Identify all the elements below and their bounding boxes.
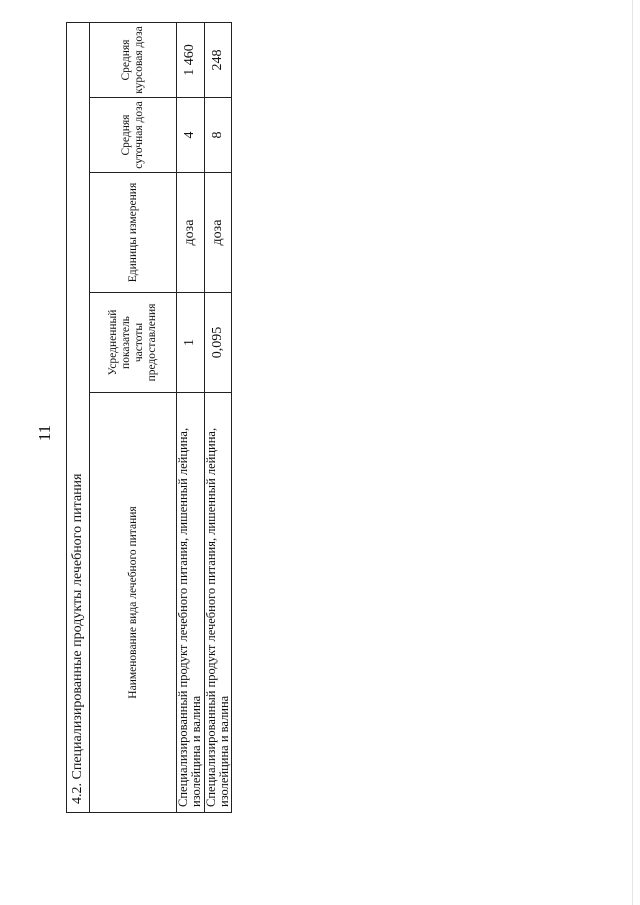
daily-dose-cell: 4 bbox=[177, 98, 205, 173]
table-row bbox=[204, 23, 232, 813]
header-course-dose: Средняя курсовая доза bbox=[90, 23, 177, 98]
header-frequency: Усредненный показатель частоты предоставления bbox=[90, 293, 177, 393]
section-title: 4.2. Специализированные продукты лечебного питания bbox=[67, 23, 90, 813]
product-name-cell: Специализированный продукт лечебного питания, лишенный лейцина, изолейцина и валина bbox=[204, 393, 232, 813]
frequency-cell: 0,095 bbox=[204, 293, 232, 393]
product-name-cell: Специализированный продукт лечебного питания, лишенный лейцина, изолейцина и валина bbox=[177, 393, 205, 813]
nutrition-products-table bbox=[66, 22, 232, 813]
table-header-row bbox=[90, 23, 177, 813]
header-daily-dose: Средняя суточная доза bbox=[90, 98, 177, 173]
rotated-table-container bbox=[66, 23, 232, 813]
daily-dose-cell: 8 bbox=[204, 98, 232, 173]
course-dose-cell: 248 bbox=[204, 23, 232, 98]
header-product-name: Наименование вида лечебного питания bbox=[90, 393, 177, 813]
section-title-row bbox=[67, 23, 90, 813]
course-dose-cell: 1 460 bbox=[177, 23, 205, 98]
page-number: 11 bbox=[35, 424, 54, 442]
frequency-cell: 1 bbox=[177, 293, 205, 393]
unit-cell: доза bbox=[177, 173, 205, 293]
header-unit: Единицы измерения bbox=[90, 173, 177, 293]
table-row bbox=[177, 23, 205, 813]
unit-cell: доза bbox=[204, 173, 232, 293]
